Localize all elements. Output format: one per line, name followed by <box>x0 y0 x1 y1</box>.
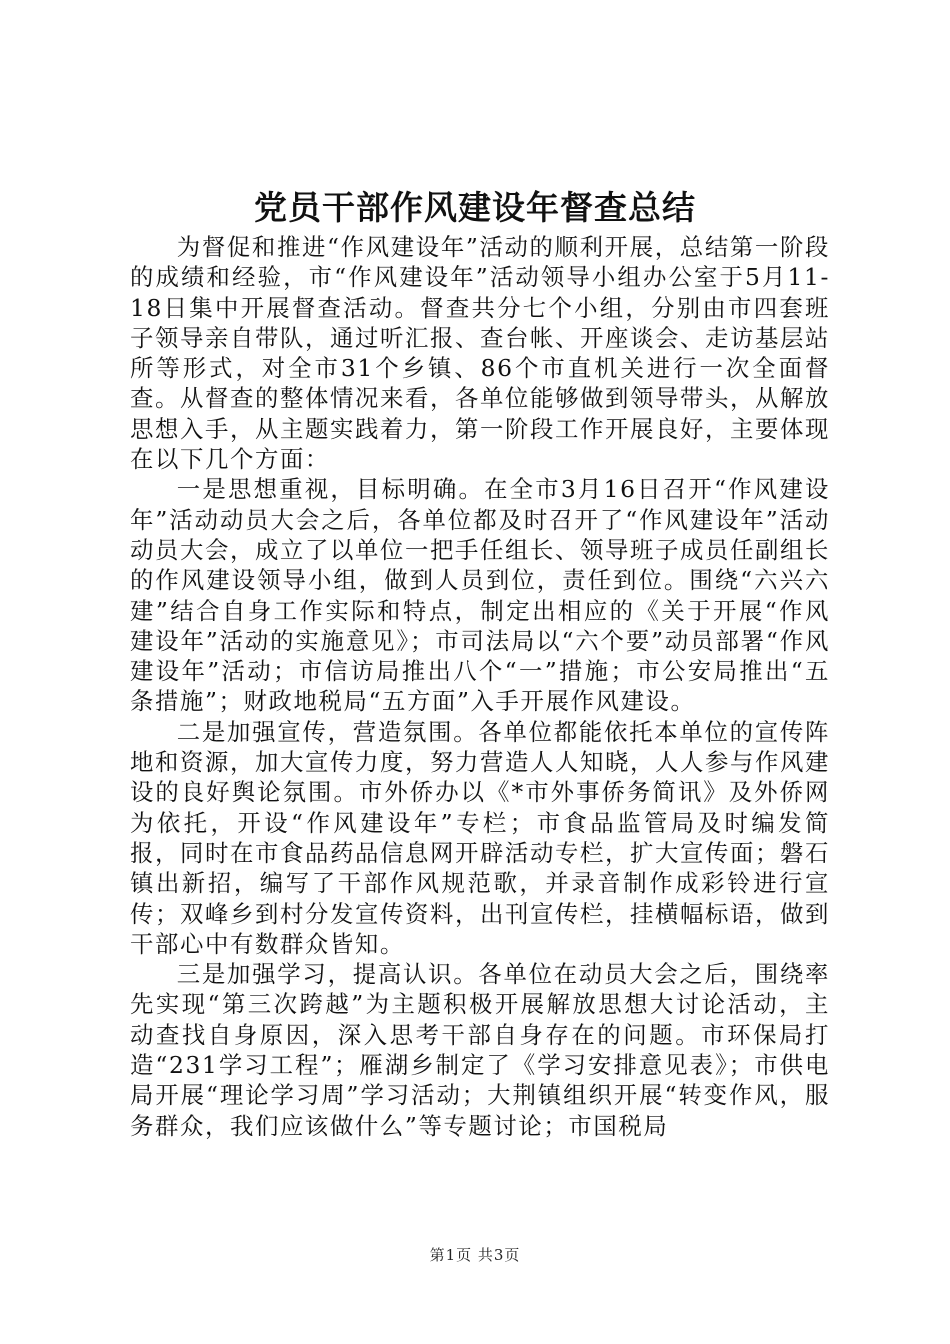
page-indicator: 第1页 共3页 <box>429 1246 521 1264</box>
paragraph-first-point: 一是思想重视，目标明确。在全市3月16日召开“作风建设年”活动动员大会之后，各单位都及时召开了“作风建设年”活动动员大会，成立了以单位一把手任组长、领导班子成员任副组长的作风建设领导小组，做到人员到位，责任到位。围绕“六兴六建”结合自身工作实际和特点，制定出相应的《关于开展“作风建设年”活动的实施意见》；市司法局以“六个要”动员部署“作风建设年”活动；市信访局推出八个“一”措施；市公安局推出“五条措施”；财政地税局“五方面”入手开展作风建设。 <box>130 475 830 716</box>
paragraph-third-point: 三是加强学习，提高认识。各单位在动员大会之后，围绕率先实现“第三次跨越”为主题积极开展解放思想大讨论活动，主动查找自身原因，深入思考干部自身存在的问题。市环保局打造“231学习工程”；雁湖乡制定了《学习安排意见表》；市供电局开展“理论学习周”学习活动；大荆镇组织开展“转变作风，服务群众，我们应该做什么”等专题讨论；市国税局 <box>130 960 830 1140</box>
document-title: 党员干部作风建设年督查总结 <box>254 188 696 227</box>
document-body <box>130 232 830 1141</box>
paragraph-second-point: 二是加强宣传，营造氛围。各单位都能依托本单位的宣传阵地和资源，加大宣传力度，努力营造人人知晓，人人参与作风建设的良好舆论氛围。市外侨办以《*市外事侨务简讯》及外侨网为依托，开设“作风建设年”专栏；市食品监管局及时编发简报，同时在市食品药品信息网开辟活动专栏，扩大宣传面；磐石镇出新招，编写了干部作风规范歌，并录音制作成彩铃进行宣传；双峰乡到村分发宣传资料，出刊宣传栏，挂横幅标语，做到干部心中有数群众皆知。 <box>130 717 830 958</box>
paragraph-intro: 为督促和推进“作风建设年”活动的顺利开展，总结第一阶段的成绩和经验，市“作风建设年”活动领导小组办公室于5月11-18日集中开展督查活动。督查共分七个小组，分别由市四套班子领导亲自带队，通过听汇报、查台帐、开座谈会、走访基层站所等形式，对全市31个乡镇、86个市直机关进行一次全面督查。从督查的整体情况来看，各单位能够做到领导带头，从解放思想入手，从主题实践着力，第一阶段工作开展良好，主要体现在以下几个方面： <box>130 233 830 474</box>
